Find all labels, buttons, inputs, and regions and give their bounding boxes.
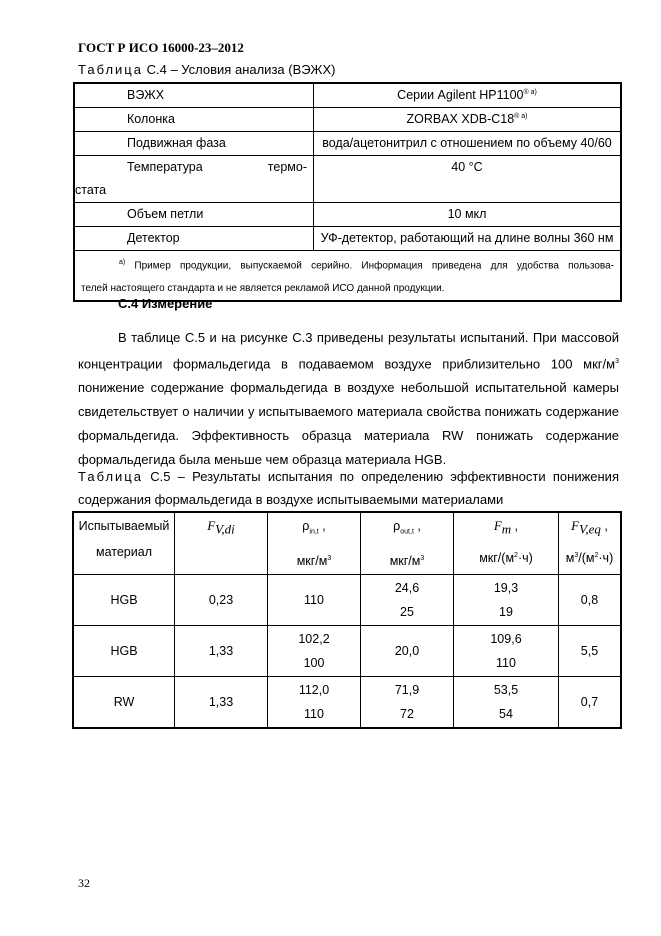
table-cell-value: 10 мкл — [314, 202, 622, 226]
table-row — [74, 226, 621, 250]
table5-caption-word: Таблица — [78, 469, 143, 484]
header-fvdi: $F_{V,di}$ — [175, 512, 268, 574]
table-row — [74, 83, 621, 107]
table-cell-label: ВЭЖХ — [74, 83, 314, 107]
cell-rho-out: 20,0 — [361, 625, 454, 676]
table-c4 — [73, 82, 622, 302]
document-header: ГОСТ Р ИСО 16000-23–2012 — [78, 40, 244, 55]
header-fveq: $F_{V,eq}$ , $м^3/(м^2\cdot ч)$ — [559, 512, 622, 574]
table-footnote: $^{а)}$ Пример продукции, выпускаемой серийно. Информация приведена для удобства пользова- телей настоящего стандарта и не является рекламой ИСО данной продукции. — [74, 250, 621, 301]
table-row — [73, 676, 621, 728]
header-fm: $F_m$ , мкг/$(м^2\cdot ч)$ — [454, 512, 559, 574]
table-footnote-row — [74, 250, 621, 301]
body-paragraph: В таблице С.5 и на рисунке С.3 приведены результаты испытаний. При массовой концентрации формальдегида в подаваемом воздухе приблизительно 100 мкг/$м^3$ понижение содержание формальдегида в воздухе небольшой испытательной камеры свидетельствует о наличии у испытываемого материала свойства понижать содержание формальдегида. Эффективность образца материала RW понижать содержание формальдегида была меньше чем образца материала HGB. — [78, 330, 619, 468]
table4-caption — [78, 62, 335, 77]
cell-material: HGB — [73, 625, 175, 676]
table5-caption-text: С.5 – Результаты испытания по определению эффективности понижения — [150, 469, 619, 484]
cell-fvdi: 1,33 — [175, 676, 268, 728]
cell-fm: 109,6 110 — [454, 625, 559, 676]
cell-fm: 19,3 19 — [454, 574, 559, 625]
header-material: Испытываемый материал — [73, 512, 175, 574]
header-rho-out: $\rho_{out,t}$ , мкг/$м^3$ — [361, 512, 454, 574]
page-number: 32 — [78, 876, 90, 890]
table5-caption — [78, 469, 619, 507]
table-c5 — [72, 511, 622, 729]
table-cell-label: Детектор — [74, 226, 314, 250]
table-cell-label: Температура термо- стата — [74, 155, 314, 202]
table-header-row — [73, 512, 621, 574]
table-cell-value: вода/ацетонитрил с отношением по объему 40/60 — [314, 131, 622, 155]
table-row — [74, 131, 621, 155]
table-cell-value: УФ-детектор, работающий на длине волны 360 нм — [314, 226, 622, 250]
header-rho-in: $\rho_{in,t}$ , мкг/$м^3$ — [268, 512, 361, 574]
table-row — [74, 155, 621, 202]
cell-fveq: 0,8 — [559, 574, 622, 625]
cell-rho-in: 102,2 100 — [268, 625, 361, 676]
table-cell-label: Колонка — [74, 107, 314, 131]
cell-material: RW — [73, 676, 175, 728]
table-cell-label: Подвижная фаза — [74, 131, 314, 155]
table-row — [74, 107, 621, 131]
table-cell-value: Серии Agilent $HP1100^{® а)}$ — [314, 83, 622, 107]
cell-fveq: 0,7 — [559, 676, 622, 728]
table-row — [74, 202, 621, 226]
cell-fm: 53,5 54 — [454, 676, 559, 728]
cell-rho-in: 110 — [268, 574, 361, 625]
table4-caption-word: Таблица — [78, 62, 143, 77]
cell-rho-in: 112,0 110 — [268, 676, 361, 728]
table-row — [73, 625, 621, 676]
table-row — [73, 574, 621, 625]
table5-caption-line2: содержания формальдегида в воздухе испытываемыми материалами — [78, 492, 504, 507]
table-cell-label: Объем петли — [74, 202, 314, 226]
table-cell-value: ZORBAX XDB-$C18^{® а)}$ — [314, 107, 622, 131]
cell-rho-out: 71,9 72 — [361, 676, 454, 728]
section-title: С.4 Измерение — [118, 296, 213, 311]
table-cell-value: 40 °С — [314, 155, 622, 202]
cell-fveq: 5,5 — [559, 625, 622, 676]
cell-material: HGB — [73, 574, 175, 625]
table4-caption-text: C.4 – Условия анализа (ВЭЖХ) — [146, 62, 336, 77]
cell-fvdi: 0,23 — [175, 574, 268, 625]
cell-fvdi: 1,33 — [175, 625, 268, 676]
cell-rho-out: 24,6 25 — [361, 574, 454, 625]
